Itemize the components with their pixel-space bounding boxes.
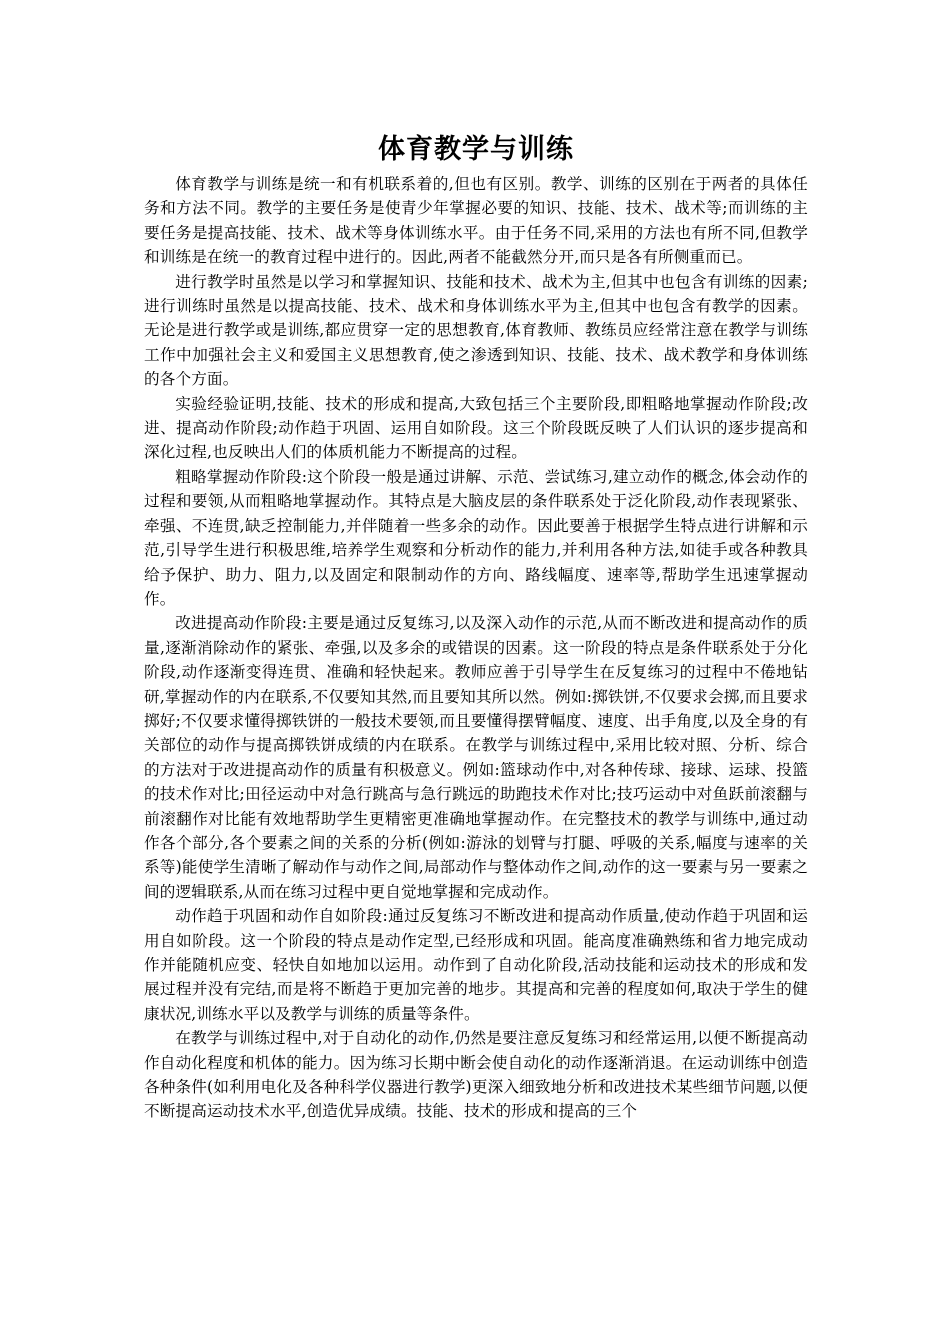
paragraph-1: 体育教学与训练是统一和有机联系着的,但也有区别。教学、训练的区别在于两者的具体任务和方法不同。教学的主要任务是使青少年掌握必要的知识、技能、技术、战术等;而训练的主要任务是提高技能、技术、战术等身体训练水平。由于任务不同,采用的方法也有所不同,但教学和训练是在统一的教育过程中进行的。因此,两者不能截然分开,而只是各有所侧重而已。 (144, 175, 808, 267)
paragraph-5: 改进提高动作阶段:主要是通过反复练习,以及深入动作的示范,从而不断改进和提高动作的质量,逐渐消除动作的紧张、牵强,以及多余的或错误的因素。这一阶段的特点是条件联系处于分化阶段,动作逐渐变得连贯、准确和轻快起来。教师应善于引导学生在反复练习的过程中不倦地钻研,掌握动作的内在联系,不仅要知其然,而且要知其所以然。例如:掷铁饼,不仅要求会掷,而且要求掷好;不仅要求懂得掷铁饼的一般技术要领,而且要懂得摆臂幅度、速度、出手角度,以及全身的有关部位的动作与提高掷铁饼成绩的内在联系。在教学与训练过程中,采用比较对照、分析、综合的方法对于改进提高动作的质量有积极意义。例如:篮球动作中,对各种传球、接球、运球、投篮的技术作对比;田径运动中对急行跳高与急行跳远的助跑技术作对比;技巧运动中对鱼跃前滚翻与前滚翻作对比能有效地帮助学生更精密更准确地掌握动作。在完整技术的教学与训练中,通过动作各个部分,各个要素之间的关系的分析(例如:游泳的划臂与打腿、呼吸的关系,幅度与速率的关系等)能使学生清晰了解动作与动作之间,局部动作与整体动作之间,动作的这一要素与另一要素之间的逻辑联系,从而在练习过程中更自觉地掌握和完成动作。 (144, 614, 808, 901)
paragraph-3: 实验经验证明,技能、技术的形成和提高,大致包括三个主要阶段,即粗略地掌握动作阶段;改进、提高动作阶段;动作趋于巩固、运用自如阶段。这三个阶段既反映了人们认识的逐步提高和深化过程,也反映出人们的体质机能力不断提高的过程。 (144, 394, 808, 462)
paragraph-4: 粗略掌握动作阶段:这个阶段一般是通过讲解、示范、尝试练习,建立动作的概念,体会动作的过程和要领,从而粗略地掌握动作。其特点是大脑皮层的条件联系处于泛化阶段,动作表现紧张、牵强、不连贯,缺乏控制能力,并伴随着一些多余的动作。因此要善于根据学生特点进行讲解和示范,引导学生进行积极思维,培养学生观察和分析动作的能力,并利用各种方法,如徒手或各种教具给予保护、助力、阻力,以及固定和限制动作的方向、路线幅度、速率等,帮助学生迅速掌握动作。 (144, 467, 808, 608)
paragraph-7: 在教学与训练过程中,对于自动化的动作,仍然是要注意反复练习和经常运用,以便不断提高动作自动化程度和机体的能力。因为练习长期中断会使自动化的动作逐渐消退。在运动训练中创造各种条件(如利用电化及各种科学仪器进行教学)更深入细致地分析和改进技术某些细节问题,以便不断提高运动技术水平,创造优异成绩。技能、技术的形成和提高的三个 (144, 1029, 808, 1121)
document-page (144, 128, 808, 1124)
paragraph-6: 动作趋于巩固和动作自如阶段:通过反复练习不断改进和提高动作质量,使动作趋于巩固和运用自如阶段。这一个阶段的特点是动作定型,已经形成和巩固。能高度准确熟练和省力地完成动作并能随机应变、轻快自如地加以运用。动作到了自动化阶段,活动技能和运动技术的形成和发展过程并没有完结,而是将不断趋于更加完善的地步。其提高和完善的程度如何,取决于学生的健康状况,训练水平以及教学与训练的质量等条件。 (144, 907, 808, 1023)
document-title: 体育教学与训练 (378, 134, 574, 165)
paragraph-2: 进行教学时虽然是以学习和掌握知识、技能和技术、战术为主,但其中也包含有训练的因素;进行训练时虽然是以提高技能、技术、战术和身体训练水平为主,但其中也包含有教学的因素。无论是进行教学或是训练,都应贯穿一定的思想教育,体育教师、教练员应经常注意在教学与训练工作中加强社会主义和爱国主义思想教育,使之渗透到知识、技能、技术、战术教学和身体训练的各个方面。 (144, 272, 808, 389)
